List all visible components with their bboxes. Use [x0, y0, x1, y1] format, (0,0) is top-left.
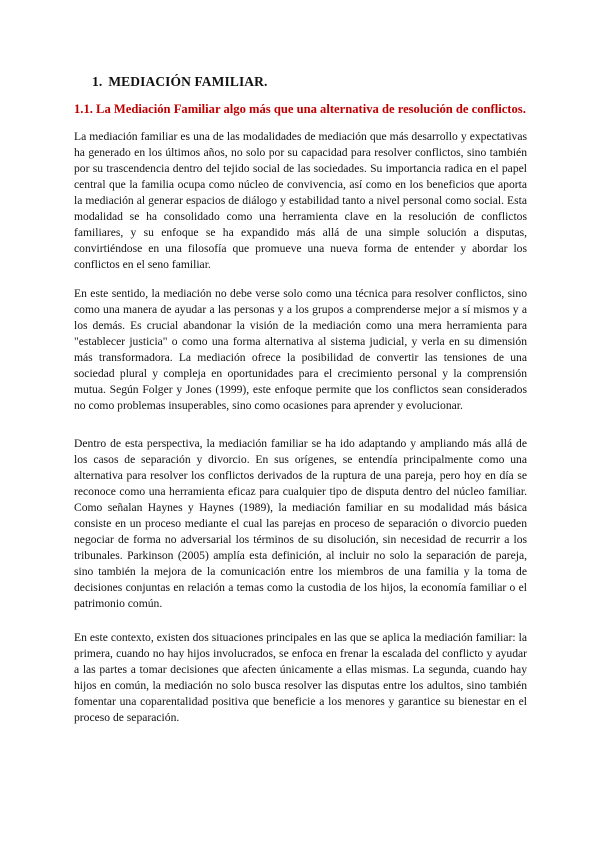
subsection-heading: 1.1. La Mediación Familiar algo más que una alternativa de resolución de conflictos. [74, 102, 526, 116]
paragraph: Dentro de esta perspectiva, la mediación familiar se ha ido adaptando y ampliando más allá de los casos de separación y divorcio. En sus orígenes, se entendía principalmente como una alternativa para resolver los conflictos derivados de la ruptura de una pareja, pero hoy en día se reconoce como una herramienta eficaz para cualquier tipo de disputa dentro del núcleo familiar. Como señalan Haynes y Haynes (1989), la mediación familiar en su modalidad más básica consiste en un proceso mediante el cual las parejas en proceso de separación o divorcio pueden negociar de forma no adversarial los términos de su disolución, sin necesidad de recurrir a los tribunales. Parkinson (2005) amplía esta definición, al incluir no solo la separación de pareja, sino también la mejora de la comunicación entre los miembros de una familia y la toma de decisiones conjuntas en relación a temas como la custodia de los hijos, la economía familiar o el patrimonio común. [74, 437, 527, 610]
section-number: 1. [92, 74, 103, 89]
paragraph: En este sentido, la mediación no debe verse solo como una técnica para resolver conflictos, sino como una manera de ayudar a las personas y a los grupos a comprenderse mejor a sí mismos y a los demás. Es crucial abandonar la visión de la mediación como una mera herramienta para "establecer justicia" o como una forma alternativa al sistema judicial, y verla en su dimensión más transformadora. La mediación ofrece la posibilidad de convertir las tensiones de una sociedad plural y compleja en oportunidades para el crecimiento personal y la comprensión mutua. Según Folger y Jones (1999), este enfoque permite que los conflictos sean considerados no como problemas insuperables, sino como ocasiones para aprender y evolucionar. [74, 287, 527, 412]
section-title: MEDIACIÓN FAMILIAR. [108, 74, 268, 89]
paragraph: En este contexto, existen dos situaciones principales en las que se aplica la mediación familiar: la primera, cuando no hay hijos involucrados, se enfoca en frenar la escalada del conflicto y ayudar a las partes a tomar decisiones que afecten únicamente a ellas mismas. La segunda, cuando hay hijos en común, la mediación no solo busca resolver las disputas entre los adultos, sino también fomentar una coparentalidad positiva que beneficie a los menores y garantice su bienestar en el proceso de separación. [74, 631, 527, 724]
section-heading [92, 74, 267, 90]
paragraph: La mediación familiar es una de las modalidades de mediación que más desarrollo y expectativas ha generado en los últimos años, no solo por su capacidad para resolver conflictos, sino también por su trascendencia dentro del tejido social de las sociedades. Su importancia radica en el papel central que la familia ocupa como núcleo de convivencia, así como en los beneficios que aporta la mediación al generar espacios de diálogo y estabilidad tanto a nivel personal como social. Esta modalidad se ha consolidado como una herramienta clave en la resolución de conflictos familiares, y su enfoque se ha expandido más allá de una simple solución a disputas, convirtiéndose en una filosofía que promueve una nueva forma de entender y abordar los conflictos en el seno familiar. [74, 130, 527, 271]
